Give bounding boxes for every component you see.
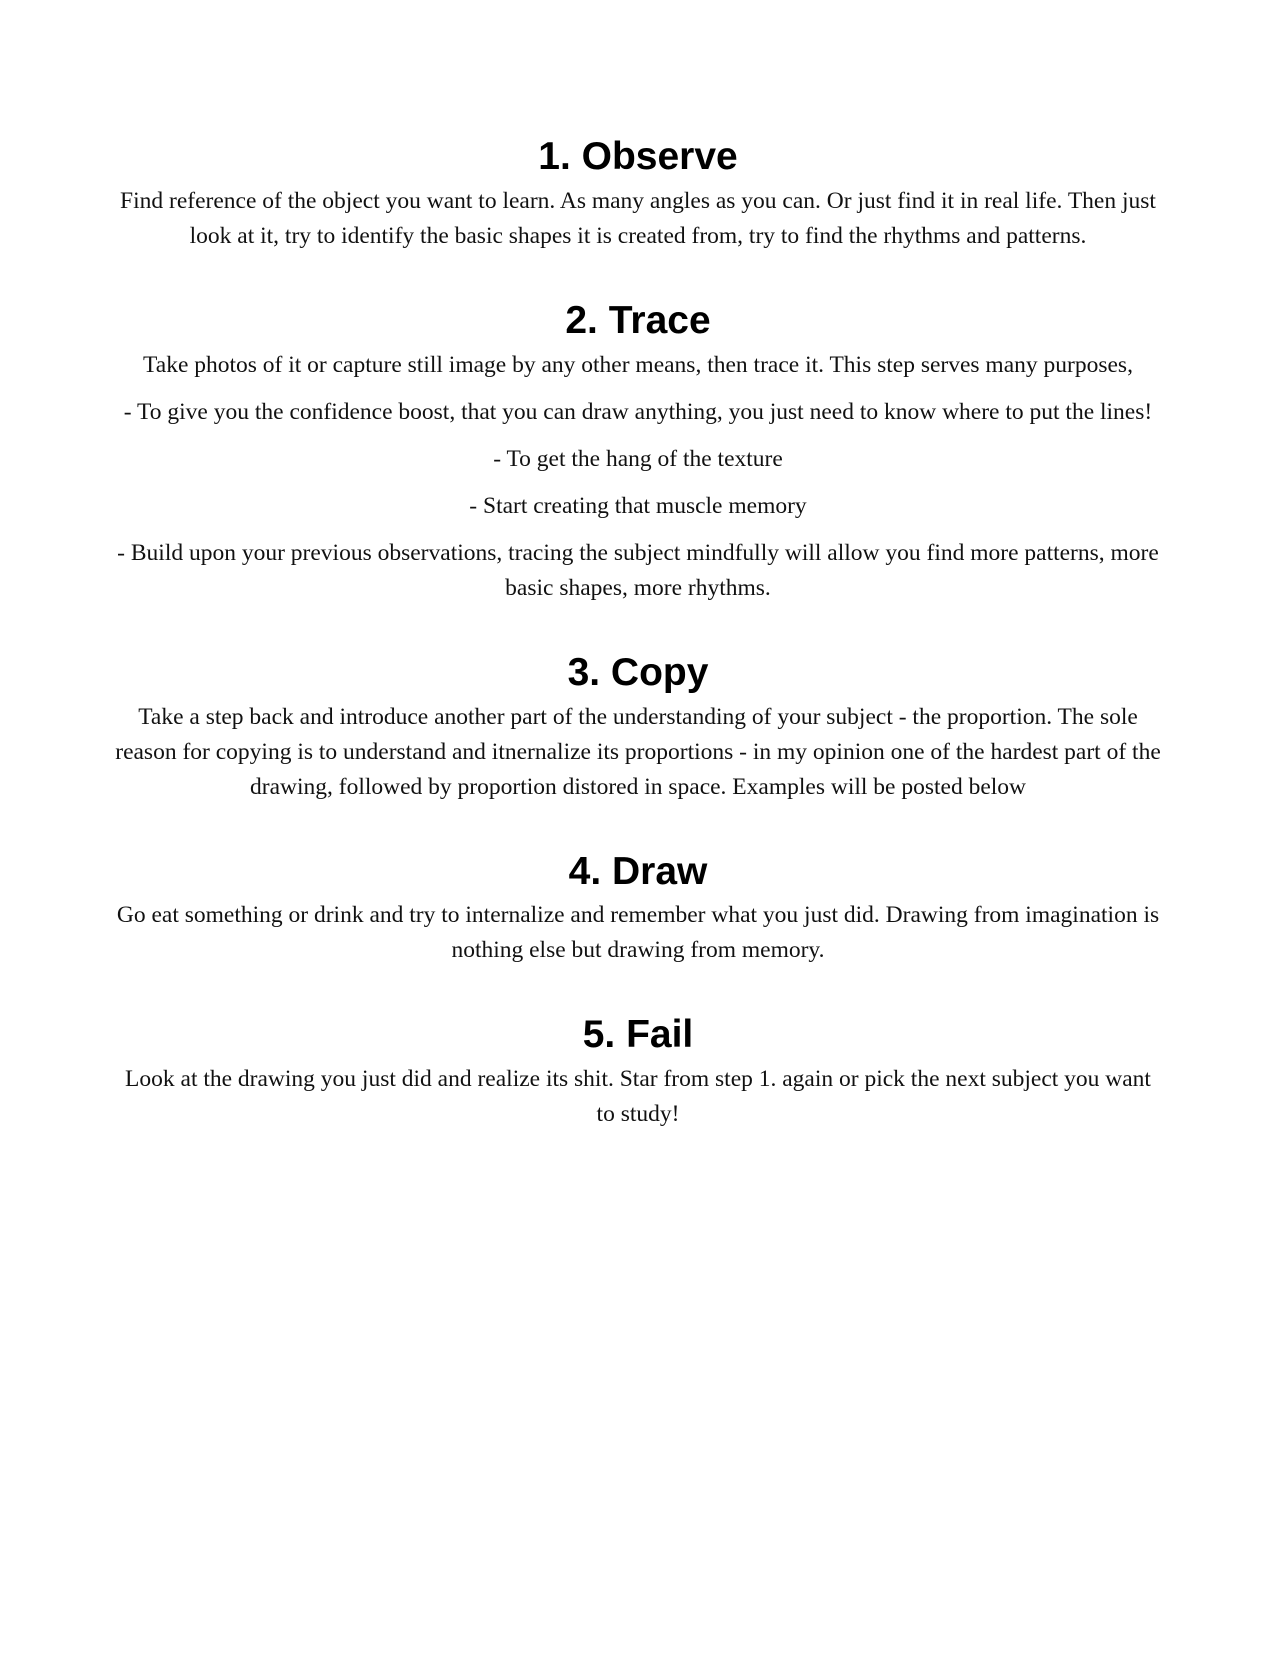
section-observe <box>113 135 1163 254</box>
section-heading: 2. Trace <box>565 298 711 342</box>
section-copy <box>113 651 1163 805</box>
section-paragraph: Take a step back and introduce another part of the understanding of your subject - the proportion. The sole reason for copying is to understand and itnernalize its proportions - in my opinion one of the hardest part of the drawing, followed by proportion distored in space. Examples will be posted below <box>115 703 1161 800</box>
section-heading: 5. Fail <box>582 1013 694 1057</box>
section-fail <box>113 1013 1163 1132</box>
list-item: - To give you the confidence boost, that you can draw anything, you just need to know where to put the lines! <box>123 398 1153 425</box>
section-trace <box>113 299 1163 606</box>
section-paragraph: Find reference of the object you want to learn. As many angles as you can. Or just find it in real life. Then just look at it, try to identify the basic shapes it is created from, try to find the rhythms and patterns. <box>120 187 1156 249</box>
section-paragraph: Take photos of it or capture still image by any other means, then trace it. This step serves many purposes, <box>143 351 1133 378</box>
list-item: - Start creating that muscle memory <box>469 492 807 519</box>
section-paragraph: Look at the drawing you just did and realize its shit. Star from step 1. again or pick the next subject you want to study! <box>125 1066 1151 1128</box>
section-heading: 1. Observe <box>538 135 738 178</box>
section-draw <box>113 850 1163 969</box>
list-item: - Build upon your previous observations, tracing the subject mindfully will allow you find more patterns, more basic shapes, more rhythms. <box>117 539 1159 601</box>
section-heading: 4. Draw <box>568 849 708 893</box>
section-heading: 3. Copy <box>567 650 709 694</box>
document-page <box>113 135 1163 1177</box>
section-paragraph: Go eat something or drink and try to internalize and remember what you just did. Drawing from imagination is nothing else but drawing from memory. <box>116 902 1160 964</box>
list-item: - To get the hang of the texture <box>493 445 783 472</box>
